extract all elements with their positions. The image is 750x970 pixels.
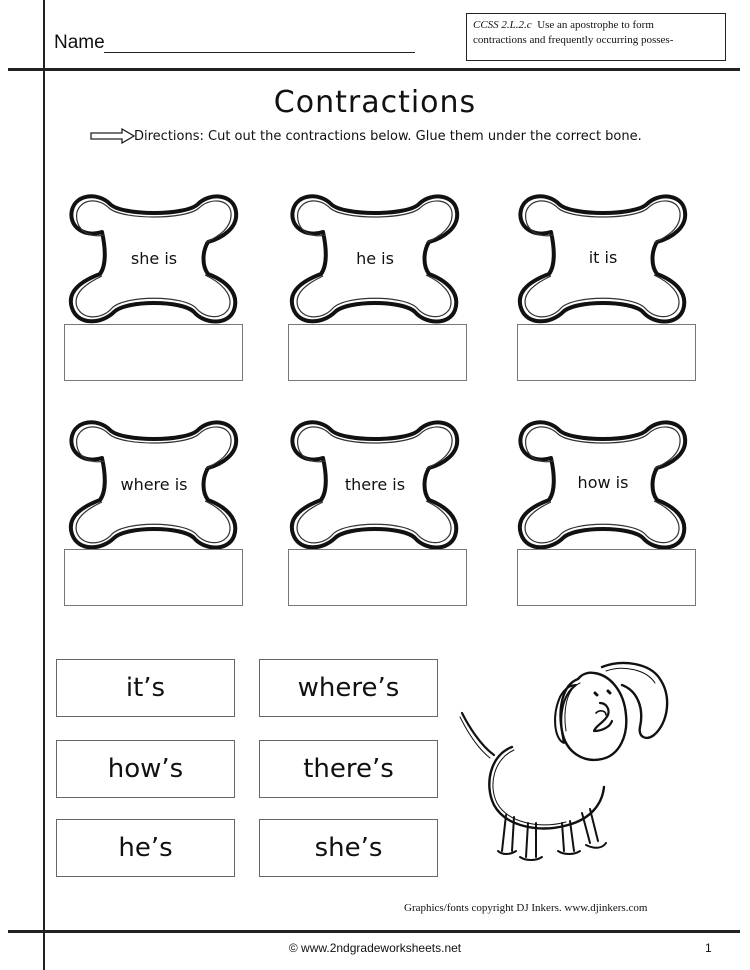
contraction-card[interactable]: he’s [56,819,235,877]
dog-icon [450,655,700,870]
header-rule [8,68,740,71]
glue-box[interactable] [517,324,696,381]
bone-card [62,188,246,332]
page-number: 1 [705,941,712,955]
glue-box[interactable] [288,324,467,381]
page-title: Contractions [273,85,477,120]
glue-box[interactable] [288,549,467,606]
bone-card [283,414,467,558]
copyright-credit: Graphics/fonts copyright DJ Inkers. www.djinkers.com [404,902,648,914]
contraction-card[interactable]: where’s [259,659,438,717]
bone-word: there is [344,475,406,494]
name-label: Name [54,32,105,53]
glue-box[interactable] [517,549,696,606]
standard-code: CCSS 2.L.2.c [473,19,532,31]
footer-rule [8,930,740,933]
glue-box[interactable] [64,324,243,381]
bone-word: it is [588,248,618,267]
contraction-card[interactable]: how’s [56,740,235,798]
contraction-card[interactable]: she’s [259,819,438,877]
footer-site: © www.2ndgradeworksheets.net [288,941,462,955]
bone-card [283,188,467,332]
contraction-card[interactable]: it’s [56,659,235,717]
standard-box [466,13,726,61]
bone-word: he is [356,249,394,268]
margin-line [43,0,45,970]
bone-card [62,414,246,558]
standard-text-2: contractions and frequently occurring posses- [473,33,674,46]
directions-text: Directions: Cut out the contractions below. Glue them under the correct bone. [134,129,642,144]
contraction-card[interactable]: there’s [259,740,438,798]
name-field[interactable] [104,52,415,53]
bone-word: where is [120,475,188,494]
bone-card [511,414,695,558]
glue-box[interactable] [64,549,243,606]
bone-card [511,188,695,332]
bone-word: how is [577,473,629,492]
standard-text-1: Use an apostrophe to form [537,19,654,31]
bone-word: she is [130,249,178,268]
